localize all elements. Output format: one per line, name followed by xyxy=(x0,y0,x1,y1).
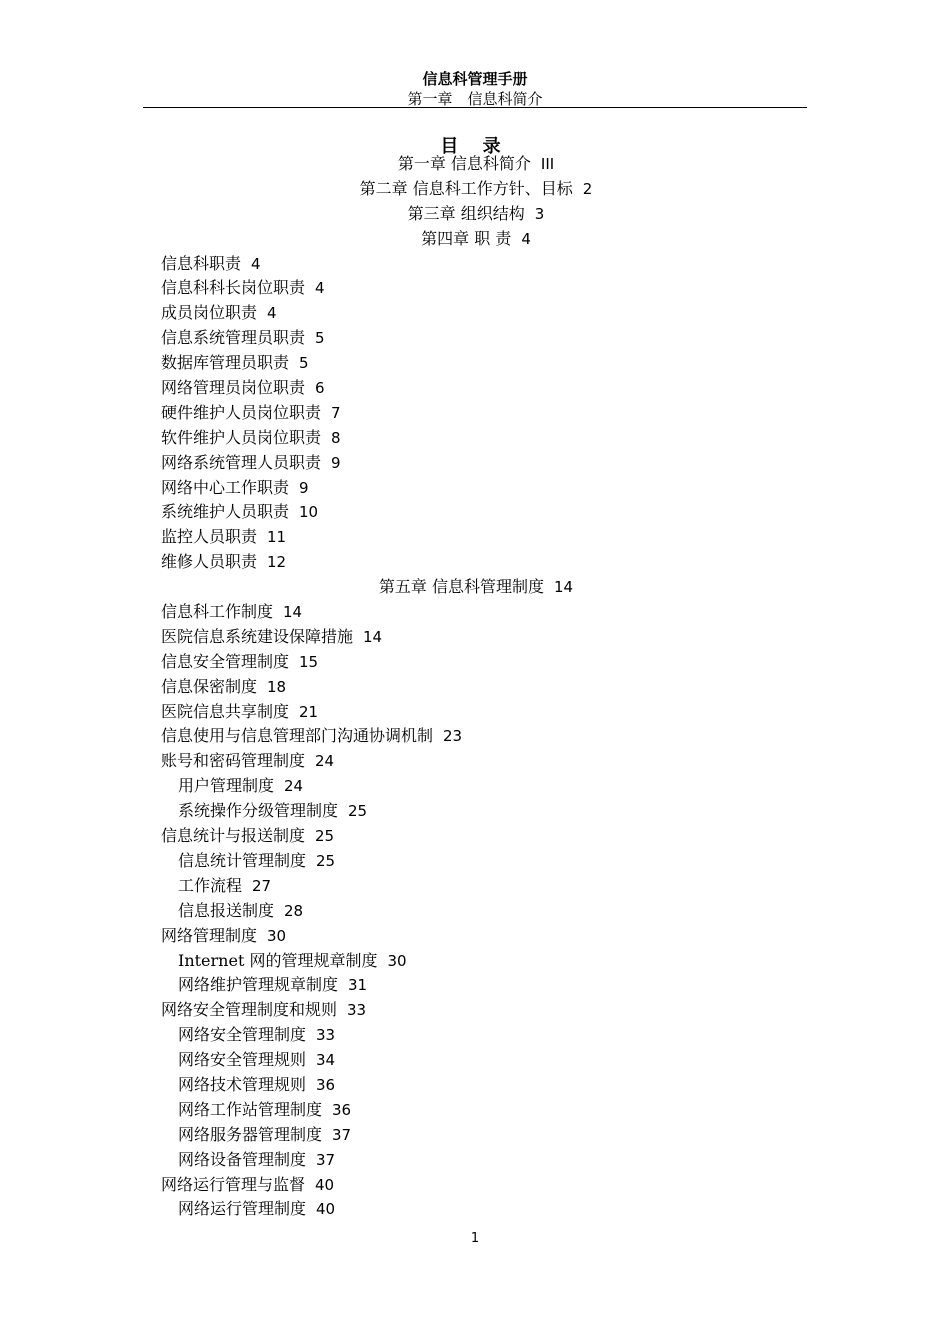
toc-entry-text: 维修人员职责 xyxy=(161,552,258,572)
toc-entry-page: 31 xyxy=(348,976,368,995)
toc-entry-page: 14 xyxy=(283,603,303,622)
toc-entry-text: 网络运行管理与监督 xyxy=(161,1174,306,1194)
toc-entry-text: 信息科科长岗位职责 xyxy=(161,278,306,298)
toc-entry-page: 30 xyxy=(387,951,407,970)
toc-entry-page: 34 xyxy=(316,1051,336,1070)
toc-entry[interactable] xyxy=(161,1173,791,1198)
toc-entry[interactable] xyxy=(161,1048,791,1073)
toc-entry[interactable] xyxy=(161,799,791,824)
toc-entry[interactable] xyxy=(161,252,791,277)
toc-entry[interactable] xyxy=(161,724,791,749)
toc-entry-text: 网络管理员岗位职责 xyxy=(161,378,306,398)
toc-entry[interactable] xyxy=(161,774,791,799)
toc-entry-page: 5 xyxy=(315,329,325,348)
toc-entry-page: 11 xyxy=(267,528,287,547)
toc-entry-text: 第三章 组织结构 xyxy=(407,203,525,223)
toc-entry-page: 36 xyxy=(316,1075,336,1094)
toc-entry-text: 网络服务器管理制度 xyxy=(178,1124,323,1144)
toc-entry-page: 40 xyxy=(316,1200,336,1219)
page-number: 1 xyxy=(470,1231,480,1246)
toc-entry-page: 4 xyxy=(315,279,325,298)
toc-entry[interactable] xyxy=(161,401,791,426)
toc-entry[interactable] xyxy=(161,924,791,949)
toc-entry-page: 4 xyxy=(521,229,531,248)
toc-entry-page: 18 xyxy=(267,677,287,696)
toc-entry-page: 25 xyxy=(316,851,336,870)
toc-chapter-entry[interactable] xyxy=(161,177,791,202)
toc-chapter-entry[interactable] xyxy=(161,152,791,177)
toc-entry-text: 医院信息共享制度 xyxy=(161,701,290,721)
toc-entry-page: 9 xyxy=(299,478,309,497)
toc-entry-page: 15 xyxy=(299,652,319,671)
toc-entry-page: III xyxy=(540,155,555,173)
toc-entry[interactable] xyxy=(161,998,791,1023)
toc-entry-page: 25 xyxy=(315,827,335,846)
toc-entry-page: 7 xyxy=(331,403,341,422)
toc-entry-page: 33 xyxy=(316,1026,336,1045)
toc-entry-page: 4 xyxy=(251,254,261,273)
toc-entry-text: 网络安全管理制度 xyxy=(178,1025,307,1045)
toc-entry[interactable] xyxy=(161,899,791,924)
toc-entry[interactable] xyxy=(161,625,791,650)
toc-entry-page: 28 xyxy=(284,901,304,920)
toc-entry-text: 系统维护人员职责 xyxy=(161,502,290,522)
toc-entry[interactable] xyxy=(161,476,791,501)
toc-entry-page: 6 xyxy=(315,379,325,398)
toc-entry-text: 网络系统管理人员职责 xyxy=(161,452,322,472)
toc-entry[interactable] xyxy=(161,451,791,476)
toc-entry-text: 信息使用与信息管理部门沟通协调机制 xyxy=(161,726,434,746)
toc-entry-text: 软件维护人员岗位职责 xyxy=(161,427,322,447)
toc-entry-text: 硬件维护人员岗位职责 xyxy=(161,402,322,422)
toc-entry-page: 12 xyxy=(267,553,287,572)
header-rule xyxy=(143,107,807,108)
toc-entry-page: 9 xyxy=(331,453,341,472)
toc-entry-page: 2 xyxy=(582,179,593,198)
toc-entry-text: 医院信息系统建设保障措施 xyxy=(161,626,354,646)
toc-entry-text: 网络安全管理规则 xyxy=(178,1050,307,1070)
toc-entry-page: 30 xyxy=(267,926,287,945)
toc-entry-page: 10 xyxy=(299,503,319,522)
toc-entry-page: 40 xyxy=(315,1175,335,1194)
toc-entry-page: 8 xyxy=(331,428,341,447)
toc-entry[interactable] xyxy=(161,276,791,301)
toc-entry[interactable] xyxy=(161,675,791,700)
toc-entry-text: 网络技术管理规则 xyxy=(178,1074,307,1094)
toc-chapter-entry[interactable] xyxy=(161,227,791,252)
toc-entry-page: 36 xyxy=(332,1100,352,1119)
toc-entry-page: 37 xyxy=(316,1150,336,1169)
toc-entry[interactable] xyxy=(161,600,791,625)
toc-entry[interactable] xyxy=(161,1098,791,1123)
toc-entry-text: 信息系统管理员职责 xyxy=(161,328,306,348)
toc-entry-text: 网络安全管理制度和规则 xyxy=(161,1000,338,1020)
toc-entry-text: 信息统计与报送制度 xyxy=(161,826,306,846)
toc-entry[interactable] xyxy=(161,700,791,725)
toc-entry-text: 网络中心工作职责 xyxy=(161,477,290,497)
toc-entry-page: 23 xyxy=(443,727,463,746)
toc-entry-text: 账号和密码管理制度 xyxy=(161,751,306,771)
toc-entry[interactable] xyxy=(161,351,791,376)
toc-chapter-entry[interactable] xyxy=(161,202,791,227)
toc-entry-text: 信息保密制度 xyxy=(161,676,258,696)
toc-entry-text: 数据库管理员职责 xyxy=(161,353,290,373)
table-of-contents xyxy=(161,152,791,1222)
toc-entry-page: 27 xyxy=(252,876,272,895)
toc-entry-page: 25 xyxy=(348,802,368,821)
toc-entry-text: 信息统计管理制度 xyxy=(178,850,307,870)
toc-entry-text: 网络管理制度 xyxy=(161,925,258,945)
toc-entry[interactable] xyxy=(161,824,791,849)
toc-entry-page: 14 xyxy=(363,627,383,646)
toc-entry[interactable] xyxy=(161,749,791,774)
toc-title: 目 录 xyxy=(440,136,510,157)
toc-entry[interactable] xyxy=(161,849,791,874)
toc-entry[interactable] xyxy=(161,1073,791,1098)
toc-entry-text: 网络工作站管理制度 xyxy=(178,1099,323,1119)
toc-entry[interactable] xyxy=(161,426,791,451)
running-header-chapter: 第一章 信息科简介 xyxy=(407,90,543,108)
toc-entry-page: 5 xyxy=(299,354,309,373)
toc-entry[interactable] xyxy=(161,874,791,899)
toc-entry-text: 信息科职责 xyxy=(161,253,242,273)
toc-entry-text: 网络维护管理规章制度 xyxy=(178,975,339,995)
toc-entry-text: 网络设备管理制度 xyxy=(178,1149,307,1169)
toc-entry[interactable] xyxy=(161,376,791,401)
toc-entry-text: 成员岗位职责 xyxy=(161,303,258,323)
toc-entry-text: 信息报送制度 xyxy=(178,900,275,920)
toc-entry-text: 第四章 职 责 xyxy=(421,228,512,248)
toc-entry[interactable] xyxy=(161,973,791,998)
toc-entry-text: Internet 网的管理规章制度 xyxy=(178,950,378,970)
toc-entry-text: 第一章 信息科简介 xyxy=(397,154,531,173)
toc-entry-text: 第五章 信息科管理制度 xyxy=(378,577,544,597)
toc-entry-page: 24 xyxy=(315,752,335,771)
toc-entry-text: 第二章 信息科工作方针、目标 xyxy=(359,178,573,198)
toc-entry[interactable] xyxy=(161,525,791,550)
toc-entry-page: 4 xyxy=(267,304,277,323)
toc-entry[interactable] xyxy=(161,326,791,351)
toc-entry[interactable] xyxy=(161,1123,791,1148)
toc-entry-page: 14 xyxy=(554,578,574,597)
toc-entry-text: 用户管理制度 xyxy=(178,776,275,796)
toc-entry-page: 33 xyxy=(347,1001,367,1020)
toc-entry-text: 网络运行管理制度 xyxy=(178,1199,307,1219)
running-header-title: 信息科管理手册 xyxy=(422,70,528,88)
toc-entry-page: 21 xyxy=(299,702,319,721)
toc-entry-text: 信息安全管理制度 xyxy=(161,651,290,671)
toc-entry[interactable] xyxy=(161,1148,791,1173)
toc-entry-page: 24 xyxy=(284,777,304,796)
toc-entry[interactable] xyxy=(161,949,791,974)
toc-entry-text: 系统操作分级管理制度 xyxy=(178,801,339,821)
toc-entry[interactable] xyxy=(161,1197,791,1222)
toc-entry-text: 信息科工作制度 xyxy=(161,602,274,622)
toc-entry-page: 3 xyxy=(534,204,545,223)
toc-entry[interactable] xyxy=(161,550,791,575)
toc-entry[interactable] xyxy=(161,650,791,675)
toc-entry-text: 监控人员职责 xyxy=(161,527,258,547)
toc-entry[interactable] xyxy=(161,1023,791,1048)
toc-entry[interactable] xyxy=(161,500,791,525)
toc-entry-text: 工作流程 xyxy=(178,875,243,895)
toc-chapter-entry[interactable] xyxy=(161,575,791,600)
toc-entry[interactable] xyxy=(161,301,791,326)
toc-entry-page: 37 xyxy=(332,1125,352,1144)
